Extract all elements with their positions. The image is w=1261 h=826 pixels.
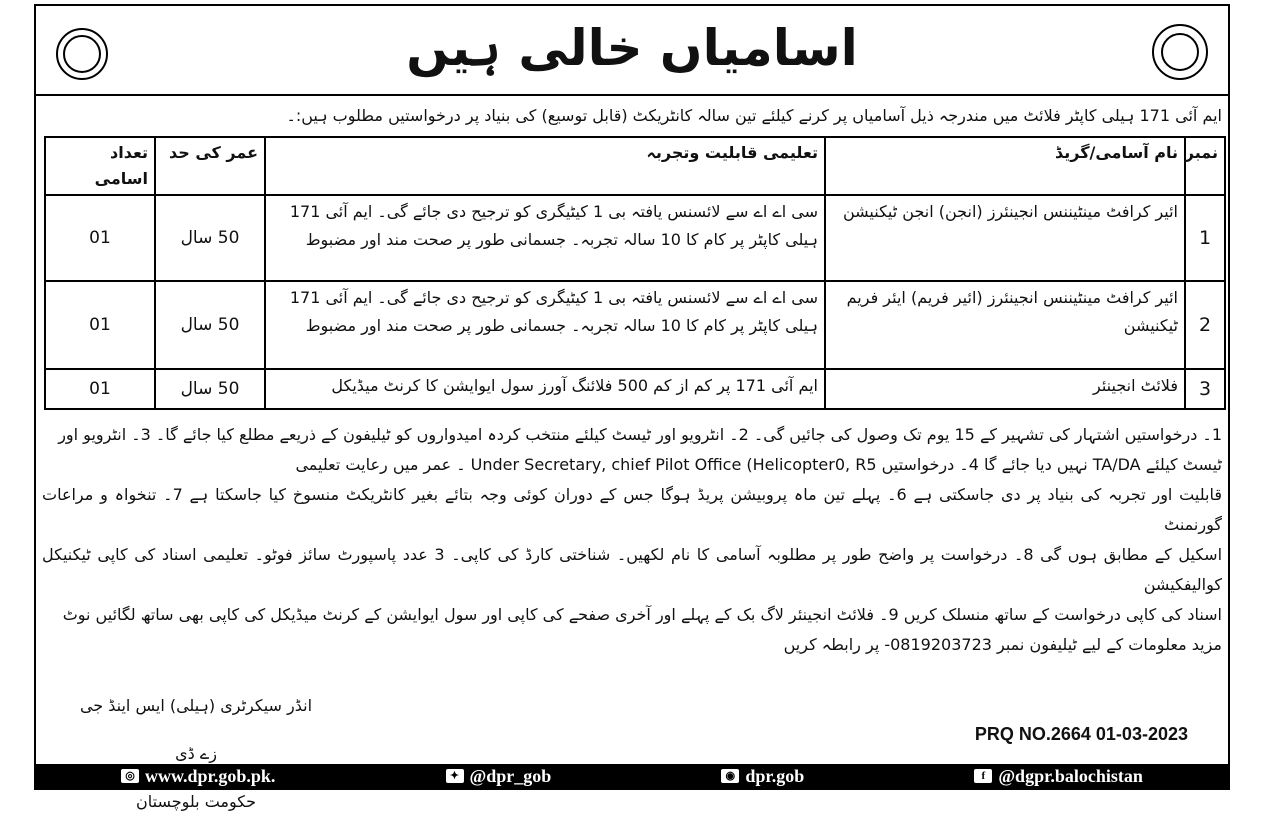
terms-line: اسناد کی کاپی درخواست کے ساتھ منسلک کریں 9۔ فلائٹ انجینئر لاگ بک کے پہلے اور آخری صفحے کی کاپی اور سول ایوایشن کے کرنٹ میڈیکل کی کاپی بھی ساتھ لگائیں نوٹ — [62, 605, 1222, 624]
header-age: عمر کی حد — [155, 137, 265, 195]
header-post: نام آسامی/گریڈ — [825, 137, 1185, 195]
row-qualification: ایم آئی 171 پر کم از کم 500 فلائنگ آورز سول ایوایشن کا کرنٹ میڈیکل — [265, 369, 825, 409]
row-age: 50 سال — [155, 195, 265, 281]
terms-line: قابلیت اور تجربہ کی بنیاد پر دی جاسکتی ہے 6۔ پہلے تین ماہ پروبیشن پریڈ ہوگا جس کے دوران کوئی وجہ بتائے بغیر کانٹریکٹ منسوخ کیا جاسکتا ہے 7۔ تنخواہ و مراعات گورنمنٹ — [42, 485, 1222, 534]
social-twitter-text: @dpr_gob — [469, 765, 552, 786]
terms-line: مزید معلومات کے لیے ٹیلیفون نمبر 0819203723- پر رابطہ کریں — [783, 635, 1222, 654]
row-num: 1 — [1185, 195, 1225, 281]
ad-title: اسامیاں خالی ہیں — [406, 19, 858, 77]
social-bar — [36, 764, 1228, 788]
social-instagram-text: dpr.gob — [745, 765, 805, 786]
terms-line: ٹیسٹ کیلئے TA/DA نہیں دیا جائے گا 4۔ درخواستیں Under Secretary, chief Pilot Office (Helicopter0, R5 ۔ عمر میں رعایت تعلیمی — [295, 455, 1222, 474]
social-website[interactable] — [121, 766, 275, 787]
table-row — [45, 195, 1225, 281]
row-post: ائیر کرافٹ مینٹیننس انجینئرز (انجن) انجن ٹیکنیشن — [825, 195, 1185, 281]
terms-line: اسکیل کے مطابق ہوں گی 8۔ درخواست پر واضح طور پر مطلوبہ آسامی کا نام لکھیں۔ شناختی کارڈ کی کاپی۔ 3 عدد پاسپورٹ سائز فوٹو۔ تعلیمی اسناد کی کاپی ٹیکنیکل کوالیفکیشن — [42, 545, 1223, 594]
row-qualification: سی اے اے سے لائسنس یافتہ بی 1 کیٹیگری کو ترجیح دی جائے گی۔ ایم آئی 171 ہیلی کاپٹر پر کام کا 10 سالہ تجربہ۔ جسمانی طور پر صحت مند اور مضبوط — [265, 195, 825, 281]
signatory-government: حکومت بلوچستان — [136, 792, 256, 811]
row-post: ائیر کرافٹ مینٹیننس انجینئرز (ائیر فریم) ایئر فریم ٹیکنیشن — [825, 281, 1185, 369]
row-qualification: سی اے اے سے لائسنس یافتہ بی 1 کیٹیگری کو ترجیح دی جائے گی۔ ایم آئی 171 ہیلی کاپٹر پر کام کا 10 سالہ تجربہ۔ جسمانی طور پر صحت مند اور مضبوط — [265, 281, 825, 369]
row-age: 50 سال — [155, 369, 265, 409]
row-age: 50 سال — [155, 281, 265, 369]
instagram-icon: ◉ — [721, 769, 739, 783]
facebook-icon: f — [974, 769, 992, 783]
ad-header — [36, 6, 1228, 96]
social-twitter[interactable] — [446, 766, 552, 787]
prq-number: PRQ NO.2664 01-03-2023 — [974, 724, 1188, 744]
terms-line: 1۔ درخواستیں اشتہار کی تشہیر کے 15 یوم تک وصول کی جائیں گی۔ 2۔ انٹرویو اور ٹیسٹ کیلئے منتخب کردہ امیدواروں کو ٹیلیفون کے ذریعے مطلع کیا جائے گا۔ 3۔ انٹرویو اور — [58, 425, 1222, 444]
vacancy-table — [44, 136, 1226, 410]
table-header-row — [45, 137, 1225, 195]
row-count: 01 — [45, 281, 155, 369]
social-facebook[interactable] — [974, 766, 1143, 787]
social-website-text: www.dpr.gob.pk. — [145, 765, 276, 786]
row-num: 3 — [1185, 369, 1225, 409]
row-num: 2 — [1185, 281, 1225, 369]
table-row — [45, 369, 1225, 409]
advertisement-page — [34, 4, 1230, 811]
row-count: 01 — [45, 369, 155, 409]
globe-icon: ◎ — [121, 769, 139, 783]
intro-text: ایم آئی 171 ہیلی کاپٹر فلائٹ میں مندرجہ ذیل آسامیاں پر کرنے کیلئے تین سالہ کانٹریکٹ (قابل توسیع) کی بنیاد پر درخواستیں مطلوب ہیں:۔ — [286, 106, 1222, 125]
row-count: 01 — [45, 195, 155, 281]
header-count: تعداد اسامی — [45, 137, 155, 195]
row-post: فلائٹ انجینئر — [825, 369, 1185, 409]
terms-conditions — [42, 420, 1222, 660]
signatory-title: انڈر سیکرٹری (ہیلی) ایس اینڈ جی زے ڈی — [79, 696, 313, 763]
government-seal-right — [1152, 24, 1208, 80]
table-row — [45, 281, 1225, 369]
twitter-icon: ✦ — [446, 769, 464, 783]
social-instagram[interactable] — [721, 766, 804, 787]
signatory-block — [76, 682, 316, 826]
social-facebook-text: @dgpr.balochistan — [998, 765, 1143, 786]
header-num: نمبر — [1185, 137, 1225, 195]
header-qualification: تعلیمی قابلیت وتجربہ — [265, 137, 825, 195]
